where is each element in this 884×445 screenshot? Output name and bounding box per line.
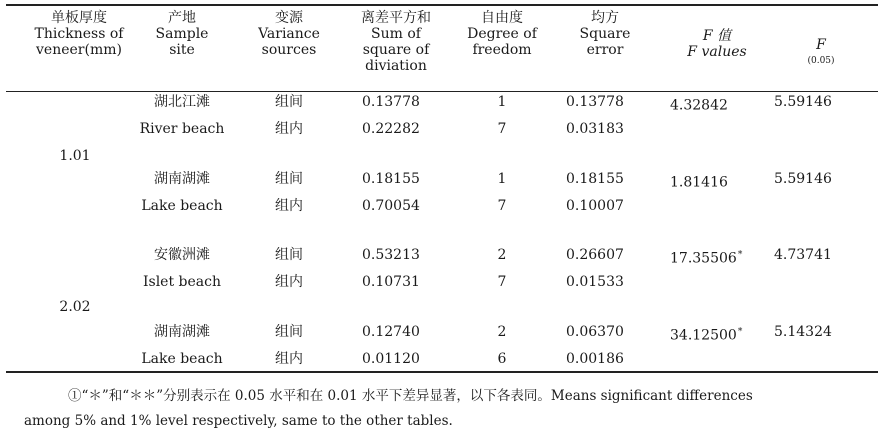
group-thickness-label: 2.02 bbox=[59, 299, 91, 315]
group-thickness-label: 1.01 bbox=[59, 148, 91, 164]
square-error-cell: 0.10007 bbox=[566, 198, 624, 214]
significance-mark: * bbox=[737, 250, 743, 260]
table-bottom-rule bbox=[6, 371, 878, 373]
f-value-cell bbox=[664, 350, 766, 372]
sample-site-cell: River beach bbox=[139, 121, 225, 137]
square-error-cell: 0.26607 bbox=[566, 247, 624, 263]
sample-site-cell: Lake beach bbox=[141, 198, 223, 214]
f-critical-cell: 5.59146 bbox=[774, 171, 832, 187]
square-error-cell: 0.13778 bbox=[566, 94, 624, 110]
sample-site-cell: 湖北江滩 bbox=[154, 94, 210, 110]
square-error-cell: 0.00186 bbox=[566, 351, 624, 367]
square-error-cell: 0.18155 bbox=[566, 171, 624, 187]
sum-of-squares-cell: 0.01120 bbox=[362, 351, 420, 367]
square-error-cell: 0.06370 bbox=[566, 324, 624, 340]
f-value-cell bbox=[664, 197, 766, 219]
header-thickness: 单板厚度 Thickness of veneer(mm) bbox=[34, 10, 124, 58]
footnote-line: ①“＊”和“＊＊”分别表示在 0.05 水平和在 0.01 水平下差异显著，以下各表同。Means significant differences bbox=[68, 388, 753, 404]
variance-source-cell: 组内 bbox=[275, 351, 303, 367]
square-error-cell: 0.01533 bbox=[566, 274, 624, 290]
header-sum-of-squares: 离差平方和 Sum of square of diviation bbox=[361, 10, 431, 74]
sample-site-cell: 安徽洲滩 bbox=[154, 247, 210, 263]
variance-source-cell: 组间 bbox=[275, 324, 303, 340]
f-value-cell bbox=[664, 120, 766, 142]
square-error-cell: 0.03183 bbox=[566, 121, 624, 137]
sum-of-squares-cell: 0.18155 bbox=[362, 171, 420, 187]
header-variance-sources: 变源 Variance sources bbox=[258, 10, 320, 58]
sample-site-cell: 湖南湖滩 bbox=[154, 171, 210, 187]
variance-source-cell: 组内 bbox=[275, 198, 303, 214]
sum-of-squares-cell: 0.10731 bbox=[362, 274, 420, 290]
variance-source-cell: 组内 bbox=[275, 274, 303, 290]
sum-of-squares-cell: 0.53213 bbox=[362, 247, 420, 263]
f-critical-cell: 5.59146 bbox=[774, 94, 832, 110]
sample-site-cell: 湖南湖滩 bbox=[154, 324, 210, 340]
table-header-rule bbox=[6, 91, 878, 92]
degree-of-freedom-cell: 1 bbox=[497, 171, 507, 187]
header-f-critical: F (0.05) bbox=[807, 37, 835, 66]
variance-source-cell: 组间 bbox=[275, 171, 303, 187]
sample-site-cell: Lake beach bbox=[141, 351, 223, 367]
degree-of-freedom-cell: 7 bbox=[497, 121, 507, 137]
variance-source-cell: 组间 bbox=[275, 94, 303, 110]
sum-of-squares-cell: 0.70054 bbox=[362, 198, 420, 214]
header-square-error: 均方 Square error bbox=[579, 10, 631, 58]
sum-of-squares-cell: 0.12740 bbox=[362, 324, 420, 340]
significance-mark: * bbox=[737, 327, 743, 337]
f-value-cell: 1.81416 bbox=[670, 174, 728, 191]
f-value-cell bbox=[664, 273, 766, 295]
sum-of-squares-cell: 0.13778 bbox=[362, 94, 420, 110]
header-sample-site: 产地 Sample site bbox=[155, 10, 209, 58]
f-value-cell: 34.12500* bbox=[670, 327, 743, 344]
sample-site-cell: Islet beach bbox=[142, 274, 221, 290]
header-f-values: F 值 F values bbox=[687, 28, 747, 60]
degree-of-freedom-cell: 7 bbox=[497, 198, 507, 214]
sum-of-squares-cell: 0.22282 bbox=[362, 121, 420, 137]
f-value-cell: 17.35506* bbox=[670, 250, 743, 267]
degree-of-freedom-cell: 2 bbox=[497, 247, 507, 263]
f-critical-cell: 5.14324 bbox=[774, 324, 832, 340]
f-value-cell: 4.32842 bbox=[670, 97, 728, 114]
footnote-line: among 5% and 1% level respectively, same to the other tables. bbox=[24, 413, 453, 429]
table-footnote bbox=[24, 384, 878, 434]
f-critical-cell: 4.73741 bbox=[774, 247, 832, 263]
table-top-rule bbox=[6, 4, 878, 6]
degree-of-freedom-cell: 6 bbox=[497, 351, 507, 367]
degree-of-freedom-cell: 7 bbox=[497, 274, 507, 290]
variance-source-cell: 组内 bbox=[275, 121, 303, 137]
variance-source-cell: 组间 bbox=[275, 247, 303, 263]
header-degree-of-freedom: 自由度 Degree of freedom bbox=[467, 10, 537, 58]
degree-of-freedom-cell: 2 bbox=[497, 324, 507, 340]
degree-of-freedom-cell: 1 bbox=[497, 94, 507, 110]
